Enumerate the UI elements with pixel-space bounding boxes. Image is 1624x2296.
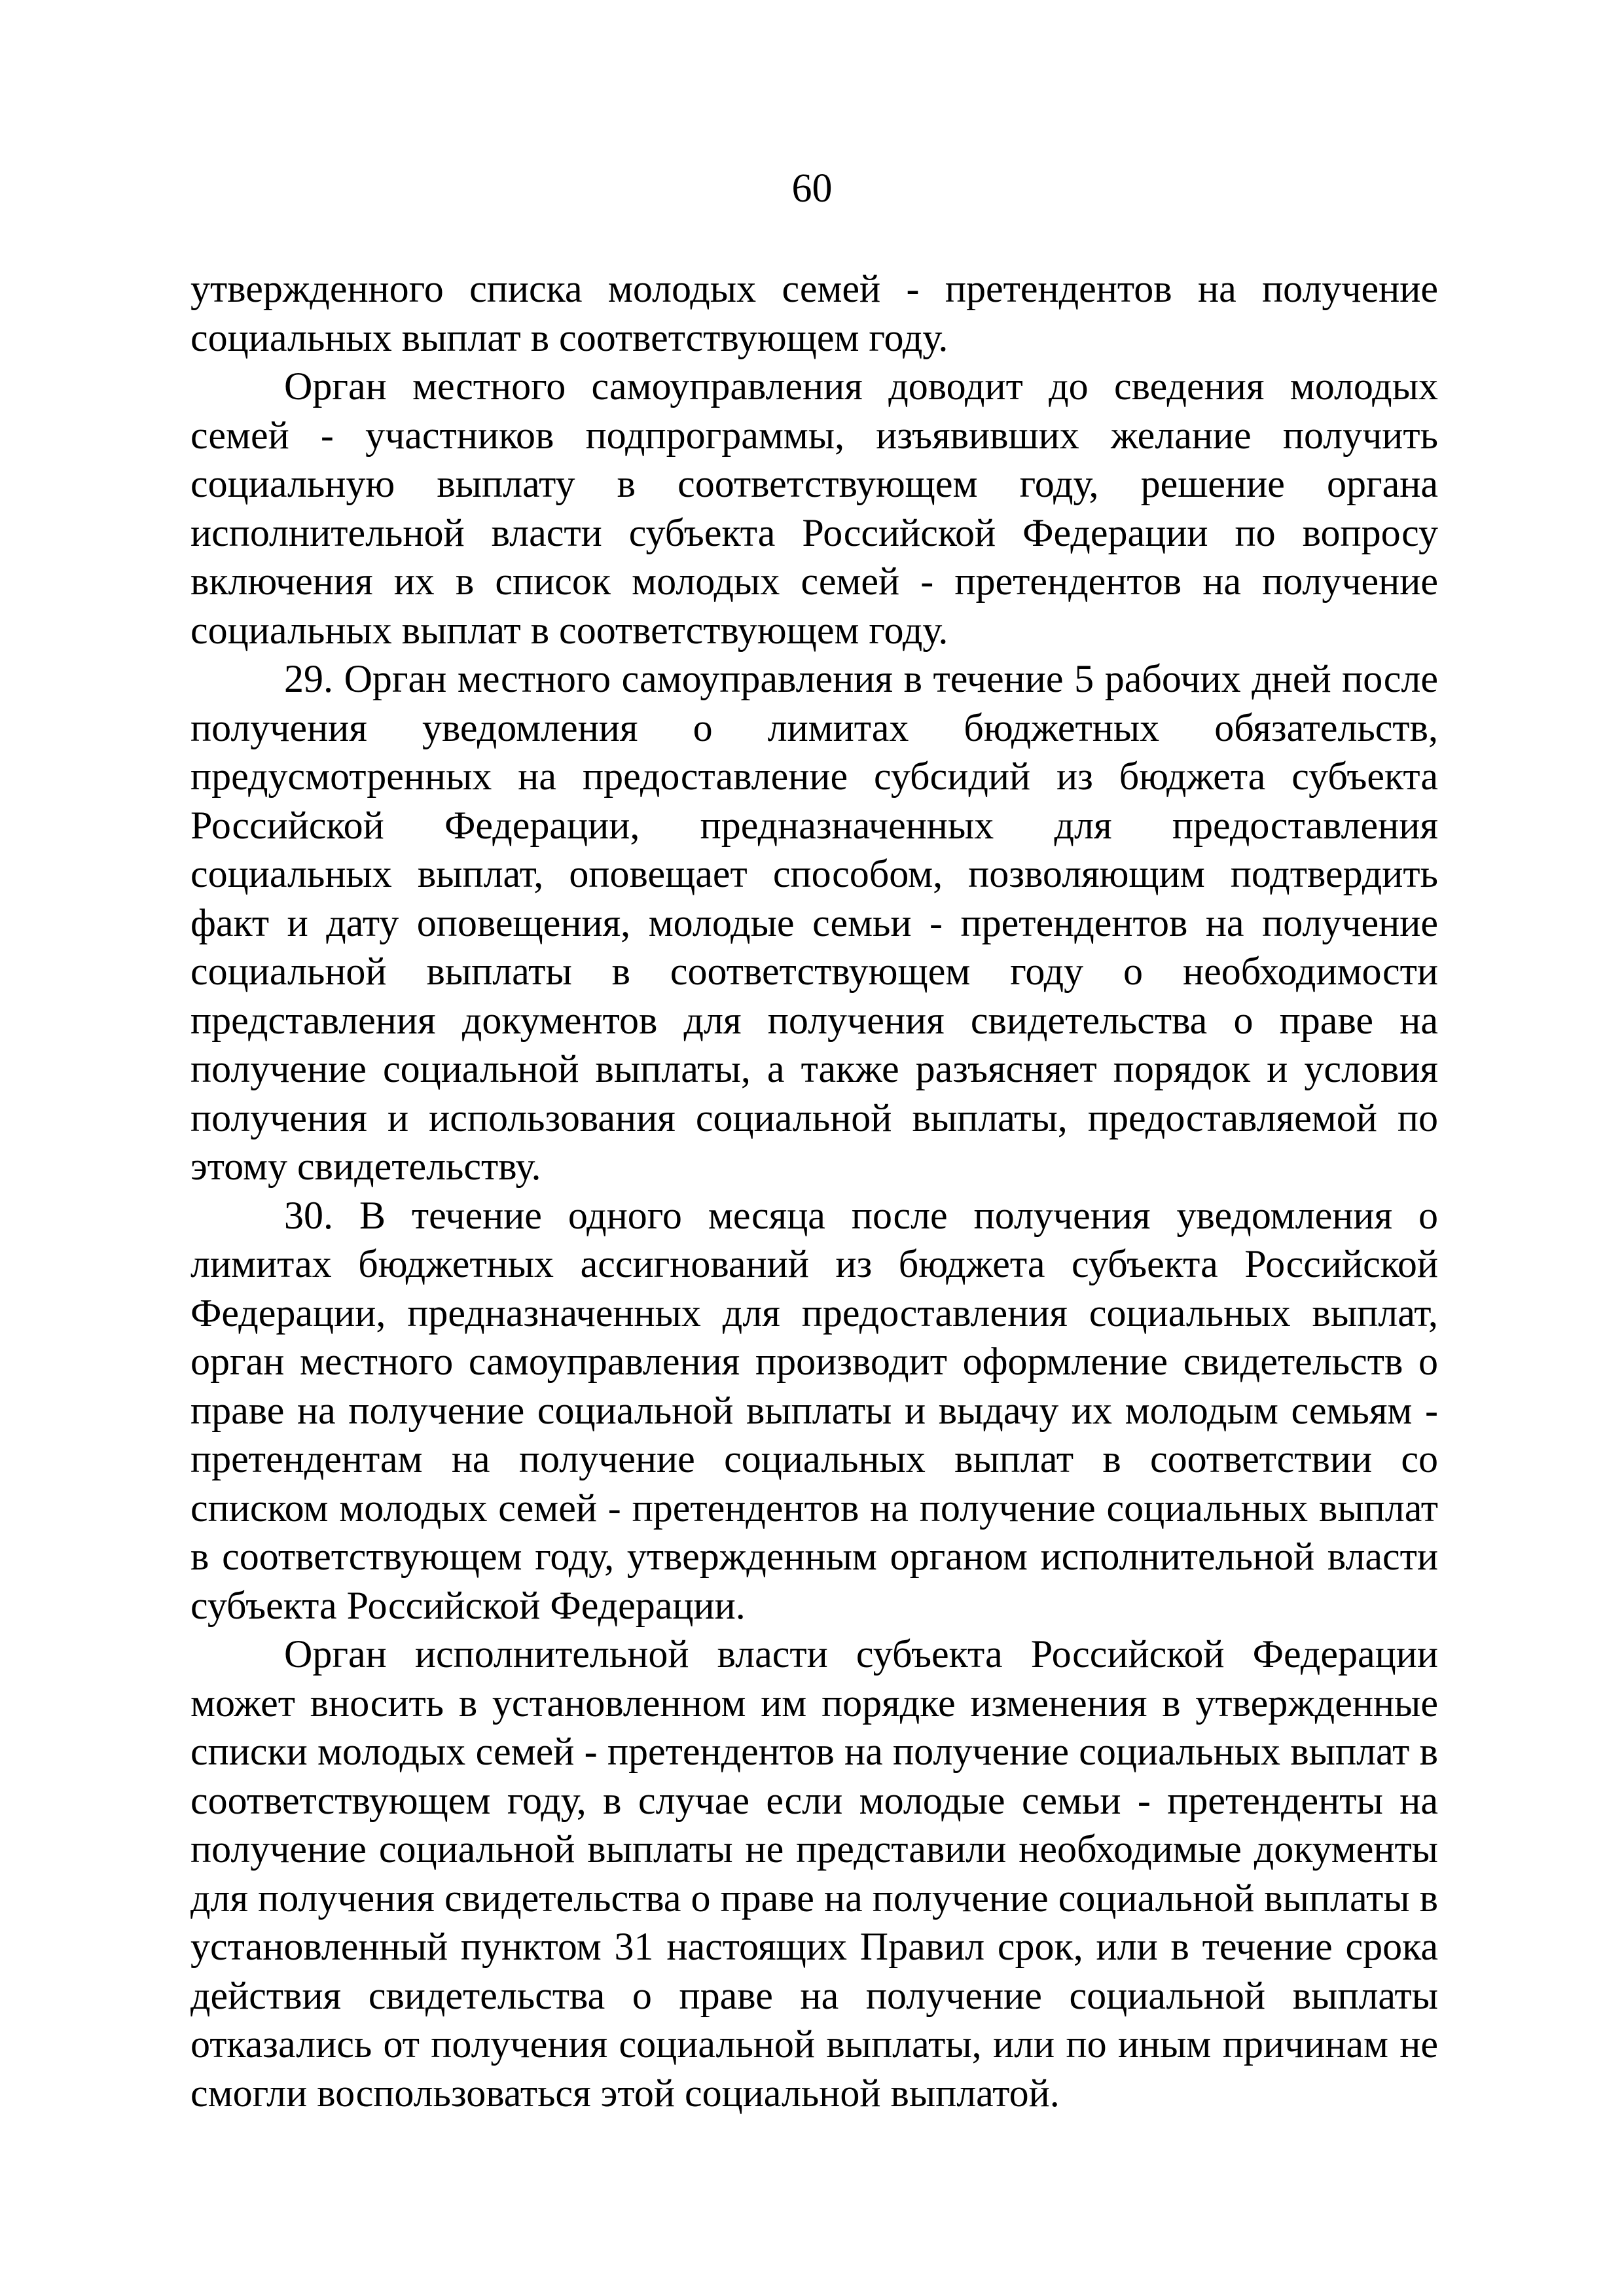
paragraph-clause-29: 29. Орган местного самоуправления в течение 5 рабочих дней после получения уведомления о лимитах бюджетных обязательств, предусмотренных на предоставление субсидий из бюджета субъекта Российской Федерации, предназначенных для предоставления социальных выплат, оповещает способом, позволяющим подтвердить факт и дату оповещения, молодые семьи - претендентов на получение социальной выплаты в соответствующем году о необходимости представления документов для получения свидетельства о праве на получение социальной выплаты, а также разъясняет порядок и условия получения и использования социальной выплаты, предоставляемой по этому свидетельству. <box>190 657 1438 1188</box>
paragraph-list-changes: Орган исполнительной власти субъекта Российской Федерации может вносить в установленном им порядке изменения в утвержденные списки молодых семей - претендентов на получение социальных выплат в соответствующем году, в случае если молодые семьи - претенденты на получение социальной выплаты не представили необходимые документы для получения свидетельства о праве на получение социальной выплаты в установленный пунктом 31 настоящих Правил срок, или в течение срока действия свидетельства о праве на получение социальной выплаты отказались от получения социальной выплаты, или по иным причинам не смогли воспользоваться этой социальной выплатой. <box>190 1632 1438 2115</box>
document-body <box>190 264 1438 2117</box>
paragraph-notification: Орган местного самоуправления доводит до сведения молодых семей - участников подпрограммы, изъявивших желание получить социальную выплату в соответствующем году, решение органа исполнительной власти субъекта Российской Федерации по вопросу включения их в список молодых семей - претендентов на получение социальных выплат в соответствующем году. <box>190 365 1438 652</box>
paragraph-continuation: утвержденного списка молодых семей - претендентов на получение социальных выплат в соответствующем году. <box>190 267 1438 359</box>
page-number: 60 <box>791 166 833 211</box>
paragraph-clause-30: 30. В течение одного месяца после получения уведомления о лимитах бюджетных ассигнований из бюджета субъекта Российской Федерации, предназначенных для предоставления социальных выплат, орган местного самоуправления производит оформление свидетельств о праве на получение социальной выплаты и выдачу их молодым семьям - претендентам на получение социальных выплат в соответствии со списком молодых семей - претендентов на получение социальных выплат в соответствующем году, утвержденным органом исполнительной власти субъекта Российской Федерации. <box>190 1193 1438 1627</box>
